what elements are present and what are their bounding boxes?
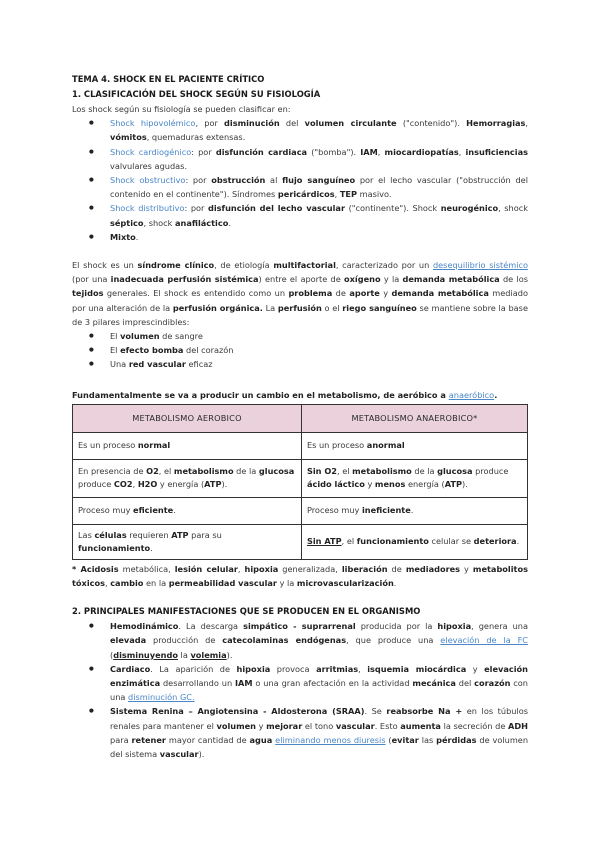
metabolism-table (72, 404, 528, 560)
list-item: ● El efecto bomba del corazón (110, 343, 528, 357)
link-diuresis[interactable]: eliminando menos diuresis (275, 734, 386, 745)
table-cell: Las células requieren ATP para su funcionamiento. (73, 524, 302, 559)
list-item: ● Shock distributivo: por disfunción del lecho vascular ("continente"). Shock neurogénico, shock séptico, shock anafiláctico. (110, 201, 528, 229)
link-elevacion-fc[interactable]: elevación de la FC (440, 635, 528, 646)
list-item: ● Una red vascular eficaz (110, 357, 528, 371)
list-item: ● Shock hipovolémico, por disminución del volumen circulante ("contenido"). Hemorragias, vómitos, quemaduras extensas. (110, 116, 528, 144)
table-cell: En presencia de O2, el metabolismo de la glucosa produce CO2, H2O y energía (ATP). (73, 459, 302, 497)
shock-types-list (72, 116, 528, 244)
shock-type-name: Shock distributivo (110, 203, 185, 214)
list-item: ● Shock obstructivo: por obstrucción al flujo sanguíneo por el lecho vascular ("obstrucción del contenido en el continente"). Síndromes pericárdicos, TEP masivo. (110, 173, 528, 201)
definition-paragraph: El shock es un síndrome clínico, de etiología multifactorial, caracterizado por un desequilibrio sistémico (por una inadecuada perfusión sistémica) entre el aporte de oxígeno y la demanda metabólica de los tejidos generales. El shock es entendido como un problema de aporte y demanda metabólica mediado por una alteración de la perfusión orgánica. La perfusión o el riego sanguíneo se mantiene sobre la base de 3 pilares imprescindibles: (72, 260, 529, 327)
list-item: ● Sistema Renina – Angiotensina - Aldosterona (SRAA). Se reabsorbe Na + en los túbulos renales para mantener el volumen y mejorar el tono vascular. Esto aumenta la secreción de ADH para retener mayor cantidad de agua eliminando menos diuresis (evitar las pérdidas de volumen del sistema vascular). (110, 704, 528, 761)
table-row (73, 524, 528, 559)
table-row: Proceso muy eficiente. Proceso muy ineficiente. (73, 497, 528, 524)
list-item: ● El volumen de sangre (110, 329, 528, 343)
list-item: ● Mixto. (110, 230, 528, 244)
link-anaerobico[interactable]: anaeróbico (448, 389, 495, 400)
list-item: ● Shock cardiogénico: por disfunción cardiaca ("bomba"). IAM, miocardiopatías, insuficiencias valvulares agudas. (110, 145, 528, 173)
table-row (73, 459, 528, 497)
pillars-list (72, 329, 528, 372)
shock-type-name: Shock cardiogénico (110, 146, 192, 157)
section-1-intro: Los shock según su fisiología se pueden clasificar en: (72, 104, 291, 114)
table-cell: Sin O2, el metabolismo de la glucosa produce ácido láctico y menos energía (ATP). (301, 459, 527, 497)
link-disminucion-gc[interactable]: disminución GC. (128, 692, 195, 703)
list-item: ● Cardiaco. La aparición de hipoxia provoca arritmias, isquemia miocárdica y elevación enzimática desarrollando un IAM o una gran afectación en la actividad mecánica del corazón con una disminución GC. (110, 662, 528, 705)
table-intro: Fundamentalmente se va a producir un cambio en el metabolismo, de aeróbico a anaeróbico. (72, 389, 498, 400)
section-2-heading: 2. PRINCIPALES MANIFESTACIONES QUE SE PRODUCEN EN EL ORGANISMO (72, 606, 421, 617)
manifestations-list (72, 619, 528, 761)
shock-type-name: Shock obstructivo (110, 175, 186, 186)
table-cell: Sin ATP, el funcionamiento celular se deteriora. (301, 524, 527, 559)
table-header-aerobic: METABOLISMO AEROBICO (73, 404, 302, 432)
link-desequilibrio[interactable]: desequilibrio sistémico (432, 260, 529, 271)
section-1-heading: 1. CLASIFICACIÓN DEL SHOCK SEGÚN SU FISIOLOGÍA (72, 89, 321, 99)
table-footnote: * Acidosis metabólica, lesión celular, hipoxia generalizada, liberación de mediadores y metabolitos tóxicos, cambio en la permeabilidad vascular y la microvascularización. (72, 563, 528, 589)
shock-type-name: Shock hipovolémico (110, 118, 196, 129)
list-item: ● Hemodinámico. La descarga simpático - suprarrenal producida por la hipoxia, genera una elevada producción de catecolaminas endógenas, que produce una elevación de la FC (disminuyendo la volemia). (110, 619, 528, 662)
table-header-anaerobic: METABOLISMO ANAEROBICO* (301, 404, 527, 432)
document-page (72, 72, 528, 761)
document-title: TEMA 4. SHOCK EN EL PACIENTE CRÍTICO (72, 74, 265, 84)
table-row: Es un proceso normal Es un proceso anormal (73, 432, 528, 459)
